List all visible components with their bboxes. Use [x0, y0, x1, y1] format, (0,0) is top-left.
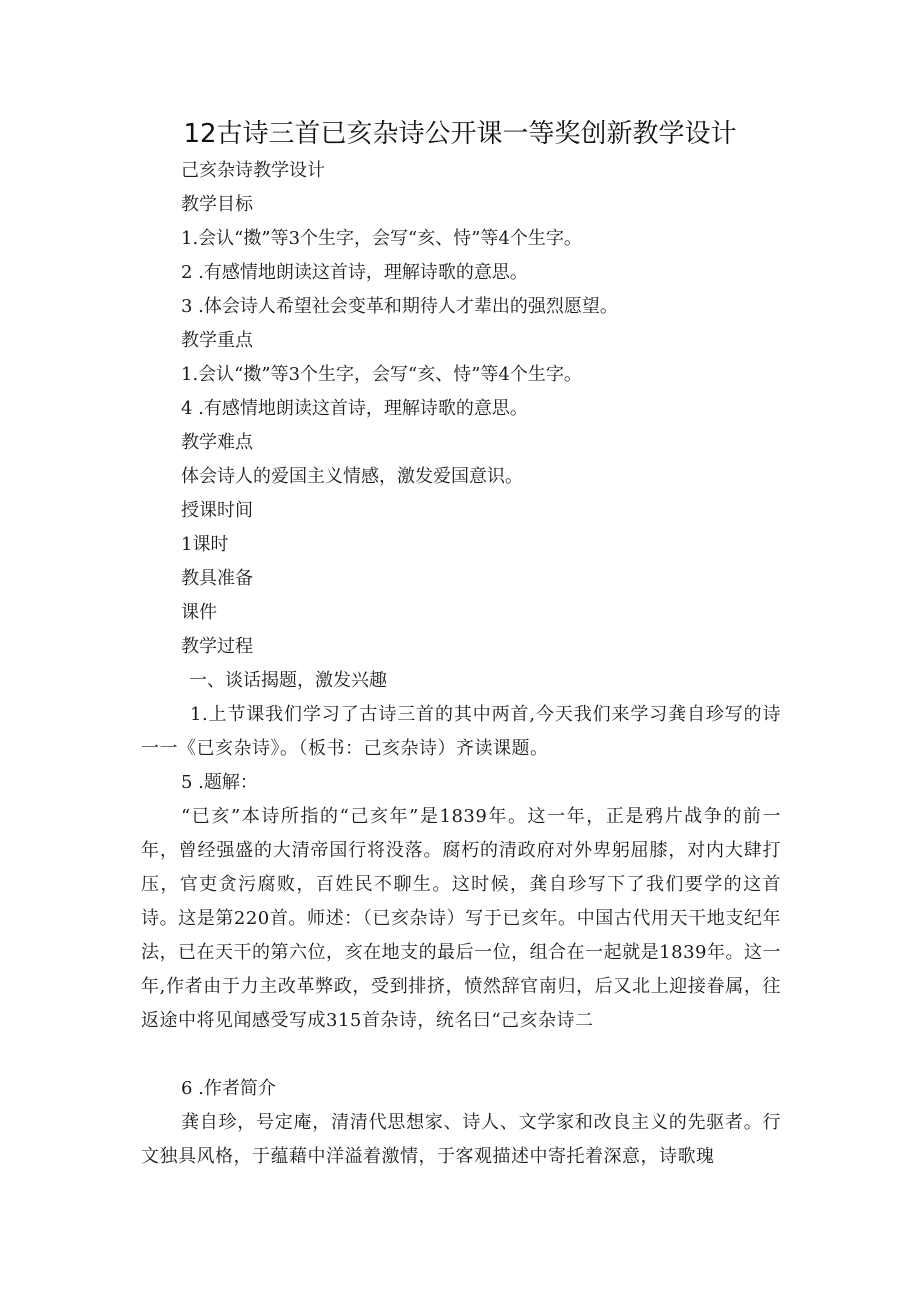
- paragraph-author-intro: 龚自珍，号定庵，清清代思想家、诗人、文学家和改良主义的先驱者。行文独具风格，于蕴藉中洋溢着激情，于客观描述中寄托着深意，诗歌瑰: [141, 1112, 781, 1167]
- heading-teaching-goals: 教学目标: [181, 194, 253, 215]
- heading-teaching-tools: 教具准备: [181, 568, 253, 589]
- heading-class-time: 授课时间: [181, 500, 253, 521]
- class-time-text: 1课时: [181, 534, 229, 555]
- document-subtitle: 己亥杂诗教学设计: [181, 160, 325, 181]
- goal-item: 2 .有感情地朗读这首诗，理解诗歌的意思。: [181, 262, 528, 283]
- item-title-explanation: 5 .题解：: [181, 772, 258, 793]
- key-point-item: 4 .有感情地朗读这首诗，理解诗歌的意思。: [181, 398, 528, 419]
- heading-difficulty: 教学难点: [181, 432, 253, 453]
- goal-item: 3 .体会诗人希望社会变革和期待人才辈出的强烈愿望。: [181, 296, 618, 317]
- section-heading: 一、谈话揭题，激发兴趣: [189, 670, 387, 691]
- document-title: 12古诗三首已亥杂诗公开课一等奖创新教学设计: [183, 119, 737, 149]
- paragraph-intro: 1.上节课我们学习了古诗三首的其中两首,今天我们来学习龚自珍写的诗一一《已亥杂诗》。（板书：己亥杂诗）齐读课题。: [141, 704, 781, 759]
- heading-teaching-process: 教学过程: [181, 636, 253, 657]
- heading-key-points: 教学重点: [181, 330, 253, 351]
- teaching-tools-text: 课件: [181, 602, 217, 623]
- goal-item: 1.会认“擞”等3个生字，会写“亥、恃”等4个生字。: [181, 228, 582, 249]
- item-author-intro: 6 .作者简介: [181, 1078, 276, 1099]
- paragraph-title-explanation: “已亥”本诗所指的“己亥年”是1839年。这一年，正是鸦片战争的前一年，曾经强盛的大清帝国行将没落。腐朽的清政府对外卑躬屈膝，对内大肆打压，官吏贪污腐败，百姓民不聊生。这时候，龚自珍写下了我们要学的这首诗。这是第220首。师述：（已亥杂诗）写于已亥年。中国古代用天干地支纪年法，已在天干的第六位，亥在地支的最后一位，组合在一起就是1839年。这一年,作者由于力主改革弊政，受到排挤，愤然辞官南归，后又北上迎接眷属，往返途中将见闻感受写成315首杂诗，统名曰“己亥杂诗二: [141, 806, 781, 1031]
- key-point-item: 1.会认“擞”等3个生字，会写“亥、恃”等4个生字。: [181, 364, 582, 385]
- difficulty-text: 体会诗人的爱国主义情感，激发爱国意识。: [181, 466, 523, 487]
